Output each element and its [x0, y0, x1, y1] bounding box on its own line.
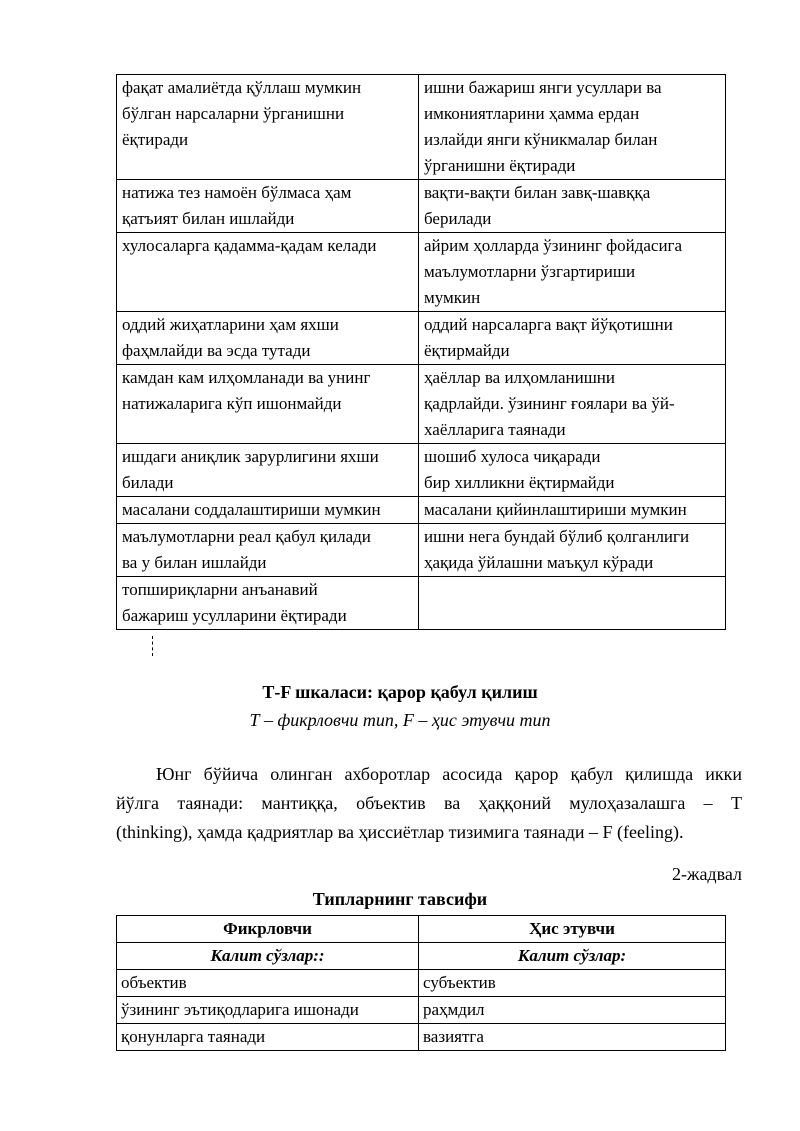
keywords-row	[117, 943, 726, 970]
table-title: Типларнинг тавсифи	[312, 889, 488, 909]
cell-sensing	[117, 577, 419, 630]
paragraph-line: (thinking), ҳамда қадриятлар ва ҳиссиётлар тизимига таянади – F (feeling).	[116, 822, 684, 842]
cell-text-line: имкониятларини ҳамма ердан	[424, 104, 640, 123]
cell-sensing	[117, 524, 419, 577]
characteristics-table-continued	[116, 74, 726, 630]
cell-intuitive	[419, 312, 726, 365]
cell-text-line: бир хилликни ёқтирмайди	[424, 473, 615, 492]
table-number: 2-жадвал	[672, 864, 742, 884]
header-thinker: Фикрловчи	[117, 916, 419, 943]
cell-text-line: қатъият билан ишлайди	[122, 209, 295, 228]
cell-text-line: хулосаларга қадамма-қадам келади	[122, 236, 377, 255]
cell-text-line: ўрганишни ёқтиради	[424, 156, 576, 175]
cell-sensing	[117, 180, 419, 233]
body-paragraph	[116, 760, 742, 847]
table-row	[117, 233, 726, 312]
cell-text-line: ҳаёллар ва илҳомланишни	[424, 368, 615, 387]
cell-text-line: бажариш усулларини ёқтиради	[122, 606, 347, 625]
cell-text-line: ишни бажариш янги усуллари ва	[424, 78, 662, 97]
cell-intuitive	[419, 365, 726, 444]
cell-text-line: ёқтиради	[122, 130, 189, 149]
cell-text-line: айрим ҳолларда ўзининг фойдасига	[424, 236, 683, 255]
types-description-table	[116, 915, 726, 1051]
table-row	[117, 997, 726, 1024]
cell-text-line: фаҳмлайди ва эсда тутади	[122, 341, 311, 360]
cell-text-line: масалани қийинлаштириши мумкин	[424, 500, 687, 519]
cell-sensing	[117, 233, 419, 312]
cell-text-line: натижа тез намоён бўлмаса ҳам	[122, 183, 352, 202]
cell-intuitive	[419, 233, 726, 312]
header-feeler: Ҳис этувчи	[419, 916, 726, 943]
cell-text-line: хаёлларига таянади	[424, 420, 566, 439]
cell-intuitive	[419, 180, 726, 233]
cell-text-line: ҳақида ўйлашни маъқул кўради	[424, 553, 654, 572]
cell-text-line: оддий нарсаларга вақт йўқотишни	[424, 315, 673, 334]
keywords-label-feeler: Калит сўзлар:	[419, 943, 726, 970]
cell-text-line: вақти-вақти билан завқ-шавққа	[424, 183, 651, 202]
table-row	[117, 365, 726, 444]
cell-thinker: қонунларга таянади	[117, 1024, 419, 1051]
table-header-row	[117, 916, 726, 943]
cell-text-line: оддий жиҳатларини ҳам яхши	[122, 315, 339, 334]
cell-intuitive	[419, 497, 726, 524]
types-table-body	[117, 970, 726, 1051]
cell-thinker: объектив	[117, 970, 419, 997]
cell-sensing	[117, 365, 419, 444]
cell-sensing	[117, 444, 419, 497]
cell-text-line: излайди янги кўникмалар билан	[424, 130, 658, 149]
table-row	[117, 577, 726, 630]
cell-sensing	[117, 497, 419, 524]
cell-text-line: топшириқларни анъанавий	[122, 580, 318, 599]
cell-feeler: вазиятга	[419, 1024, 726, 1051]
cell-feeler: раҳмдил	[419, 997, 726, 1024]
cell-text-line: қадрлайди. ўзининг ғоялари ва ўй-	[424, 394, 675, 413]
cell-sensing	[117, 312, 419, 365]
cell-text-line: бўлган нарсаларни ўрганишни	[122, 104, 345, 123]
paragraph-line: йўлга таянади: мантиққа, объектив ва ҳаққоний мулоҳазалашга – Т	[116, 793, 742, 813]
table-row	[117, 970, 726, 997]
cell-text-line: масалани соддалаштириши мумкин	[122, 500, 381, 519]
cell-text-line: фақат амалиётда қўллаш мумкин	[122, 78, 362, 97]
cell-thinker: ўзининг эътиқодларига ишонади	[117, 997, 419, 1024]
cell-text-line: ва у билан ишлайди	[122, 553, 267, 572]
cell-text-line: ёқтирмайди	[424, 341, 510, 360]
table-row	[117, 1024, 726, 1051]
cell-text-line: мумкин	[424, 288, 481, 307]
paragraph-line: Юнг бўйича олинган ахборотлар асосида қарор қабул қилишда икки	[156, 764, 742, 784]
table-row	[117, 75, 726, 180]
cell-text-line: берилади	[424, 209, 492, 228]
cell-text-line: маълумотларни реал қабул қилади	[122, 527, 371, 546]
cell-text-line: натижаларига кўп ишонмайди	[122, 394, 342, 413]
cell-intuitive	[419, 444, 726, 497]
characteristics-table-body	[117, 75, 726, 630]
section-title: Т-F шкаласи: қарор қабул қилиш	[262, 682, 538, 702]
table-row	[117, 444, 726, 497]
cursor-mark	[152, 636, 154, 656]
cell-text-line: камдан кам илҳомланади ва унинг	[122, 368, 371, 387]
cell-text-line: ишни нега бундай бўлиб қолганлиги	[424, 527, 690, 546]
cell-text-line: маълумотларни ўзгартириши	[424, 262, 636, 281]
cell-intuitive	[419, 75, 726, 180]
cell-intuitive	[419, 524, 726, 577]
cell-text-line: ишдаги аниқлик зарурлигини яхши	[122, 447, 379, 466]
cell-text-line: шошиб хулоса чиқаради	[424, 447, 601, 466]
cell-feeler: субъектив	[419, 970, 726, 997]
table-row	[117, 497, 726, 524]
cell-intuitive	[419, 577, 726, 630]
table-row	[117, 524, 726, 577]
table-row	[117, 312, 726, 365]
cell-text-line: билади	[122, 473, 174, 492]
cell-sensing	[117, 75, 419, 180]
keywords-label-thinker: Калит сўзлар::	[117, 943, 419, 970]
table-row	[117, 180, 726, 233]
section-subtitle: Т – фикрловчи тип, F – ҳис этувчи тип	[249, 710, 551, 730]
